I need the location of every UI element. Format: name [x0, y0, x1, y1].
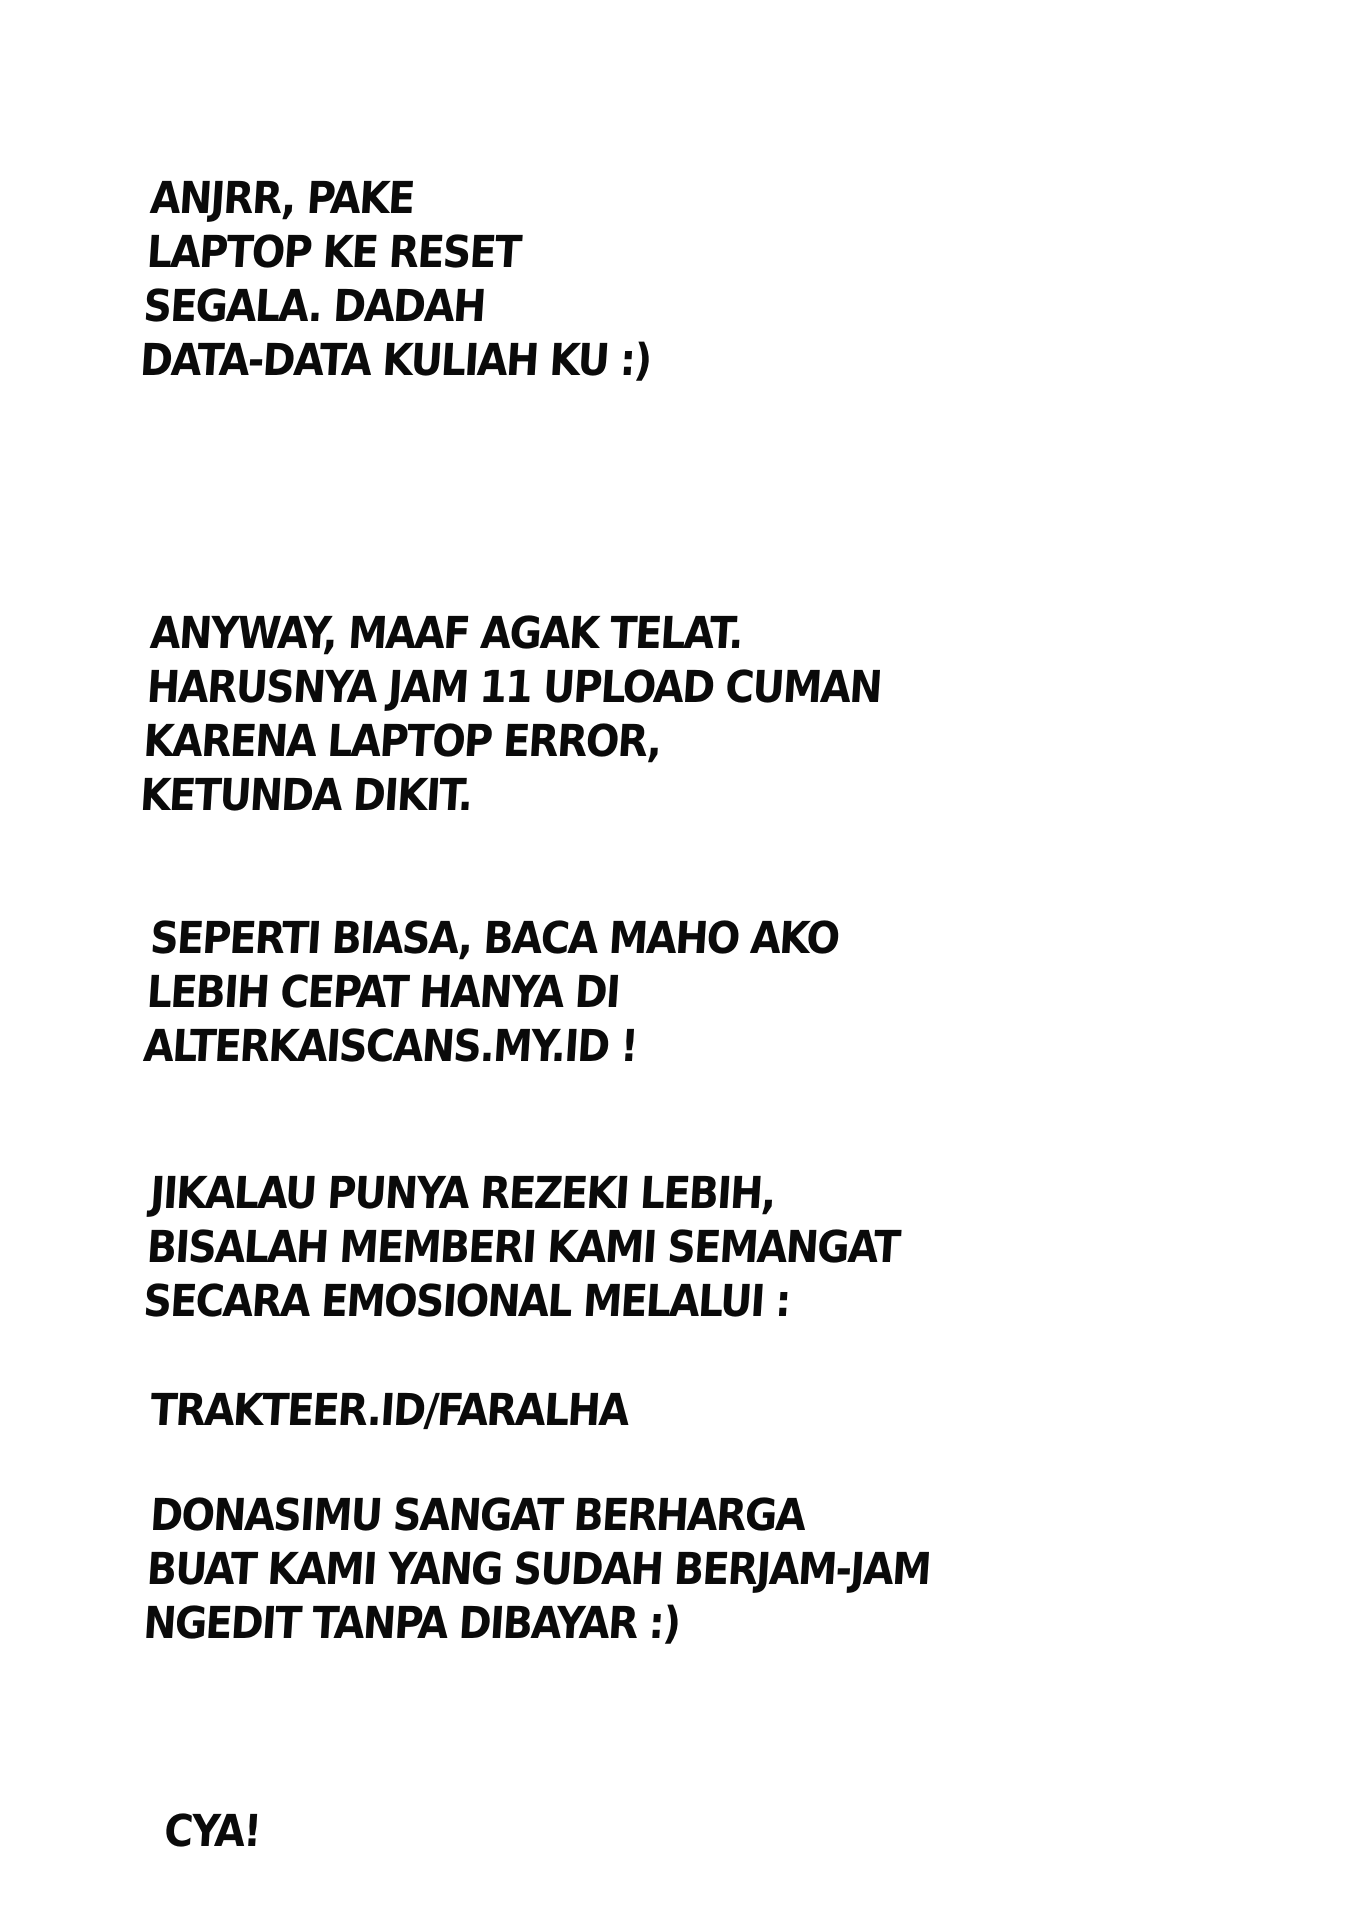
- text-line: BISALAH MEMBERI KAMI SEMANGAT: [145, 1222, 901, 1273]
- text-line: DATA-DATA KULIAH KU :): [138, 335, 652, 386]
- donation-link: [149, 1384, 630, 1438]
- text-line: LEBIH CEPAT HANYA DI: [145, 967, 621, 1018]
- text-line: BUAT KAMI YANG SUDAH BERJAM-JAM: [145, 1544, 932, 1595]
- text-line: ALTERKAISCANS.MY.ID !: [141, 1021, 639, 1072]
- signoff-note: [163, 1805, 262, 1859]
- text-line: JIKALAU PUNYA REZEKI LEBIH,: [148, 1168, 777, 1219]
- text-line: LAPTOP KE RESET: [145, 227, 522, 278]
- text-line: SECARA EMOSIONAL MELALUI :: [141, 1276, 792, 1327]
- text-line: CYA!: [162, 1806, 262, 1857]
- text-line: KARENA LAPTOP ERROR,: [141, 716, 662, 767]
- donation-thanks-note: [142, 1489, 935, 1651]
- donation-link-text: TRAKTEER.ID/FARALHA: [148, 1385, 630, 1436]
- text-line: KETUNDA DIKIT.: [138, 770, 473, 821]
- text-line: DONASIMU SANGAT BERHARGA: [148, 1490, 807, 1541]
- site-promo-note: [142, 912, 840, 1074]
- text-line: NGEDIT TANPA DIBAYAR :): [141, 1598, 681, 1649]
- text-line: ANJRR, PAKE: [148, 173, 415, 224]
- donation-appeal-note: [142, 1167, 904, 1329]
- text-line: SEPERTI BIASA, BACA MAHO AKO: [148, 913, 840, 964]
- text-line: HARUSNYA JAM 11 UPLOAD CUMAN: [145, 662, 883, 713]
- text-line: SEGALA. DADAH: [141, 281, 487, 332]
- text-line: ANYWAY, MAAF AGAK TELAT.: [148, 608, 744, 659]
- opening-note: [138, 172, 662, 388]
- delay-apology-note: [138, 607, 885, 823]
